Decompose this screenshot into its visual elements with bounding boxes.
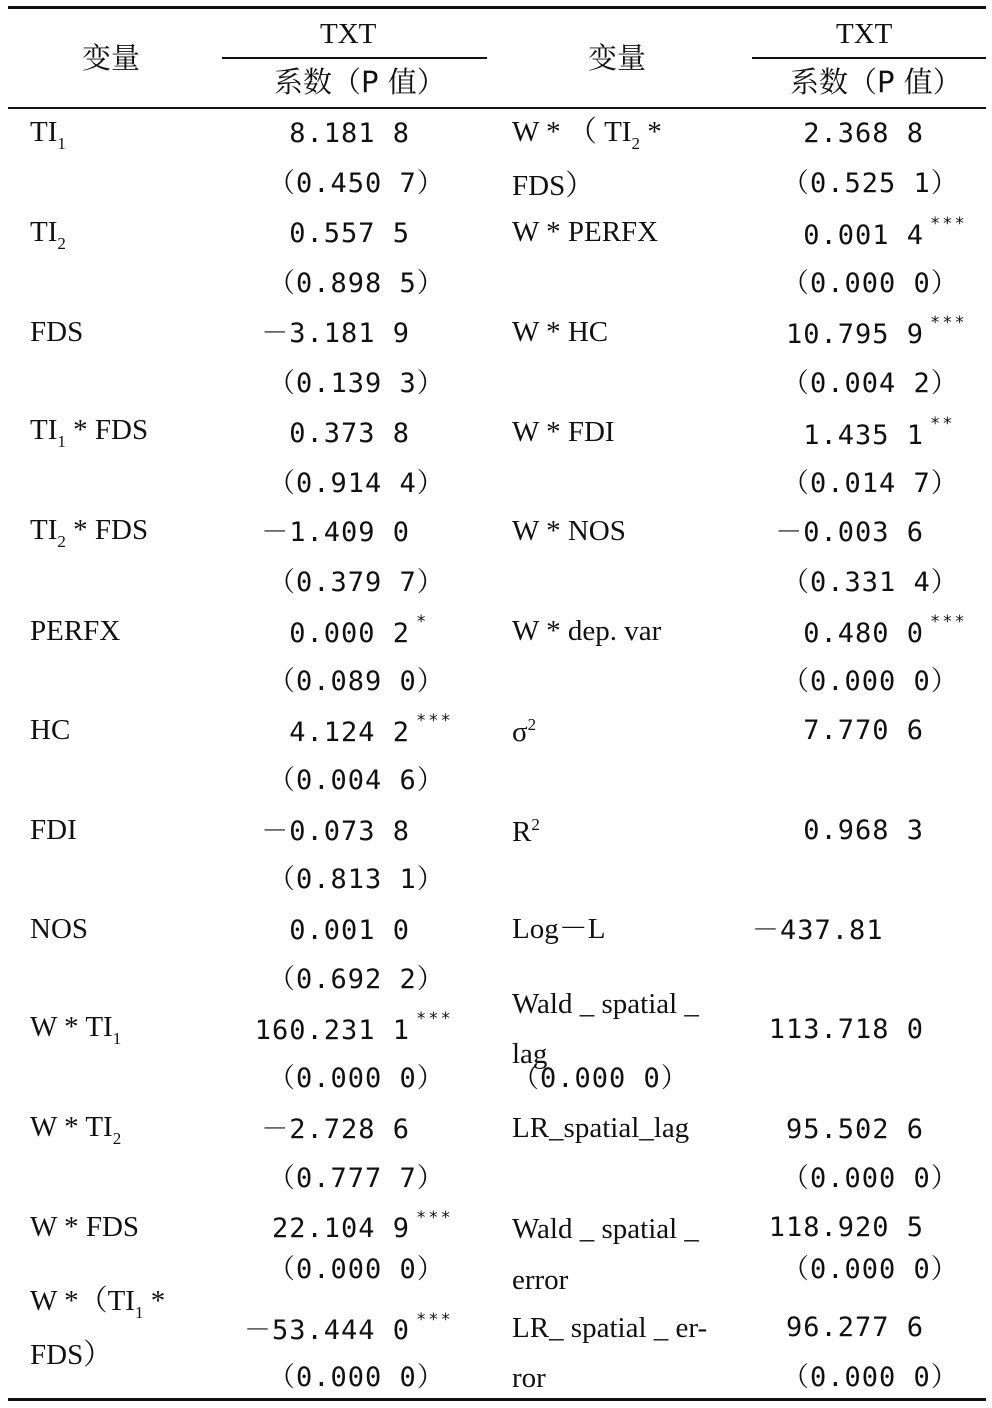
row-variable-wald-spatial-lag: Wald _ spatial _	[512, 988, 699, 1020]
row-variable-ti1-fds: $TI_1$ * FDS	[30, 414, 149, 451]
significance-stars-hc: ***	[416, 711, 453, 731]
pvalue-w-ti2: （0.777 7）	[268, 1163, 445, 1194]
pvalue-ti2: （0.898 5）	[268, 268, 445, 299]
coef-ti1: 8.181 8	[289, 118, 410, 149]
pvalue-w-perfx: （0.000 0）	[782, 268, 959, 299]
significance-stars-w-hc: ***	[930, 313, 967, 333]
pvalue-lr-spatial-lag: （0.000 0）	[782, 1163, 959, 1194]
row-variable-w-ti1-fds-line2: FDS）	[30, 1339, 113, 1371]
row-variable-sigma-squared: $\sigma^2$	[512, 715, 537, 748]
significance-stars-perfx: *	[416, 612, 429, 632]
row-variable-w-ti2-fds: W * （ $TI_2$ *	[512, 116, 662, 153]
row-variable-lr-spatial-error: LR_ spatial _ er-	[512, 1312, 708, 1344]
coef-r-squared: 0.968 3	[803, 815, 924, 846]
coef-w-ti1-fds: －53.444 0	[243, 1315, 410, 1346]
coef-w-fds: 22.104 9	[271, 1213, 410, 1244]
pvalue-perfx: （0.089 0）	[268, 666, 445, 697]
row-variable-w-ti2-fds-line2: FDS）	[512, 170, 595, 202]
coef-ti2: 0.557 5	[289, 218, 410, 249]
pvalue-lr-spatial-error: （0.000 0）	[782, 1362, 959, 1393]
coef-ti2-fds: －1.409 0	[261, 517, 410, 548]
header-variable-left: 变量	[82, 41, 141, 75]
row-variable-lr-spatial-error-line2: ror	[512, 1362, 546, 1394]
header-bottom-rule	[8, 107, 986, 109]
pvalue-w-ti1: （0.000 0）	[268, 1063, 445, 1094]
pvalue-wald-spatial-lag: （0.000 0）	[512, 1063, 689, 1094]
pvalue-wald-spatial-error: （0.000 0）	[782, 1254, 959, 1285]
row-variable-ti2-fds: $TI_2$ * FDS	[30, 514, 149, 551]
significance-stars-w-dep-var: ***	[930, 612, 967, 632]
coef-w-ti1: 160.231 1	[254, 1015, 410, 1046]
row-variable-w-perfx: W * PERFX	[512, 216, 659, 248]
row-variable-wald-spatial-lag-line2: lag	[512, 1038, 548, 1070]
coef-ti1-fds: 0.373 8	[289, 418, 410, 449]
bottom-rule	[8, 1398, 986, 1401]
coef-perfx: 0.000 2	[289, 618, 410, 649]
row-variable-w-fdi: W * FDI	[512, 416, 615, 448]
row-variable-w-ti1: W * $TI_1$	[30, 1011, 122, 1048]
coef-w-hc: 10.795 9	[785, 319, 924, 350]
row-variable-w-fds: W * FDS	[30, 1211, 140, 1243]
significance-stars-w-fdi: **	[930, 414, 955, 434]
coef-sigma-squared: 7.770 6	[803, 715, 924, 746]
significance-stars-w-fds: ***	[416, 1208, 453, 1228]
row-variable-w-ti2: W * $TI_2$	[30, 1111, 122, 1148]
header-variable-right: 变量	[588, 41, 647, 75]
coef-lr-spatial-error: 96.277 6	[785, 1312, 924, 1343]
significance-stars-w-ti1: ***	[416, 1009, 453, 1029]
pvalue-ti1-fds: （0.914 4）	[268, 468, 445, 499]
coef-w-ti2-fds: 2.368 8	[803, 118, 924, 149]
pvalue-w-ti2-fds: （0.525 1）	[782, 168, 959, 199]
row-variable-lr-spatial-lag: LR_spatial_lag	[512, 1112, 690, 1144]
header-group-left: TXT	[320, 18, 377, 50]
row-variable-wald-spatial-error: Wald _ spatial _	[512, 1213, 699, 1245]
header-coefficient-right: 系数（P 值）	[790, 65, 962, 99]
coef-w-ti2: －2.728 6	[261, 1114, 410, 1145]
row-variable-w-dep-var: W * dep. var	[512, 615, 662, 647]
coef-w-fdi: 1.435 1	[803, 420, 924, 451]
row-variable-w-ti1-fds: W $*(TI_1$ *	[30, 1285, 166, 1322]
row-variable-fdi: FDI	[30, 814, 77, 846]
significance-stars-w-ti1-fds: ***	[416, 1310, 453, 1330]
coef-w-dep-var: 0.480 0	[803, 618, 924, 649]
coef-lr-spatial-lag: 95.502 6	[785, 1114, 924, 1145]
header-group-right: TXT	[836, 18, 893, 50]
pvalue-w-dep-var: （0.000 0）	[782, 666, 959, 697]
row-variable-ti1: $TI_1$	[30, 116, 66, 153]
top-rule	[8, 6, 986, 9]
row-variable-perfx: PERFX	[30, 615, 121, 647]
pvalue-w-nos: （0.331 4）	[782, 567, 959, 598]
row-variable-nos: NOS	[30, 913, 89, 945]
coef-wald-spatial-error: 118.920 5	[768, 1212, 924, 1243]
coef-w-nos: －0.003 6	[775, 517, 924, 548]
coef-log-l: －437.81	[752, 915, 884, 946]
pvalue-fdi: （0.813 1）	[268, 864, 445, 895]
pvalue-w-fdi: （0.014 7）	[782, 468, 959, 499]
coef-wald-spatial-lag: 113.718 0	[768, 1014, 924, 1045]
pvalue-w-hc: （0.004 2）	[782, 368, 959, 399]
pvalue-ti1: （0.450 7）	[268, 168, 445, 199]
pvalue-w-ti1-fds: （0.000 0）	[268, 1362, 445, 1393]
significance-stars-w-perfx: ***	[930, 214, 967, 234]
pvalue-ti2-fds: （0.379 7）	[268, 567, 445, 598]
header-coefficient-left: 系数（P 值）	[274, 65, 446, 99]
header-group-rule-right	[752, 57, 986, 59]
row-variable-ti2: $TI_2$	[30, 216, 66, 253]
row-variable-r-squared: $R^2$	[512, 815, 540, 848]
pvalue-hc: （0.004 6）	[268, 765, 445, 796]
coef-fdi: －0.073 8	[261, 816, 410, 847]
row-variable-fds: FDS	[30, 316, 84, 348]
pvalue-w-fds: （0.000 0）	[268, 1254, 445, 1285]
coef-w-perfx: 0.001 4	[803, 220, 924, 251]
pvalue-nos: （0.692 2）	[268, 964, 445, 995]
row-variable-w-hc: W * HC	[512, 316, 609, 348]
pvalue-fds: （0.139 3）	[268, 368, 445, 399]
row-variable-hc: HC	[30, 714, 71, 746]
row-variable-w-nos: W * NOS	[512, 515, 626, 547]
coef-fds: －3.181 9	[261, 318, 410, 349]
coef-nos: 0.001 0	[289, 915, 410, 946]
row-variable-log-l: Log－L	[512, 913, 606, 945]
header-group-rule-left	[222, 57, 487, 59]
row-variable-wald-spatial-error-line2: error	[512, 1264, 569, 1296]
coef-hc: 4.124 2	[289, 717, 410, 748]
